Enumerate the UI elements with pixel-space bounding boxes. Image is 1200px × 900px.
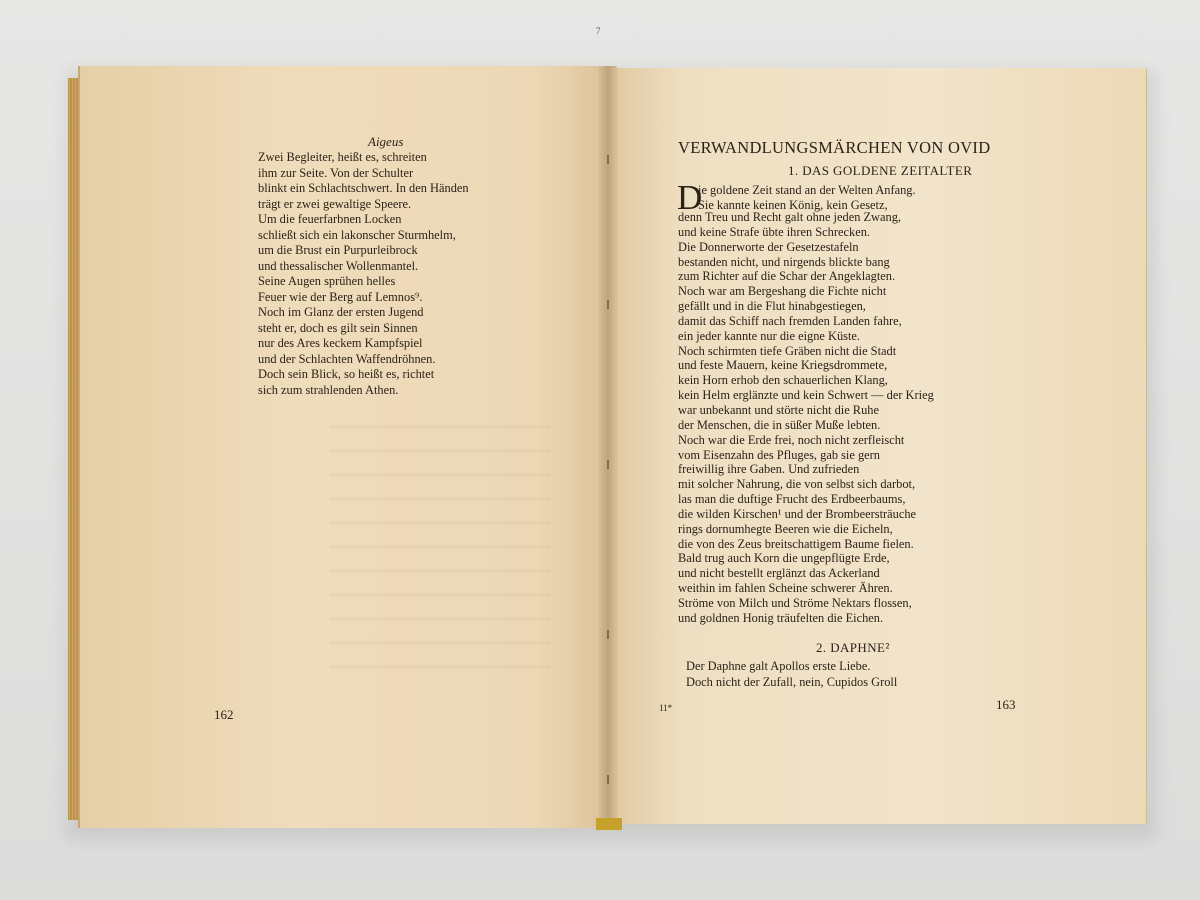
poem-line: zum Richter auf die Schar der Angeklagten. <box>678 269 896 284</box>
binding-stitch <box>607 300 609 309</box>
poem-line: Doch nicht der Zufall, nein, Cupidos Groll <box>686 675 898 689</box>
poem-line: steht er, doch es gilt sein Sinnen <box>258 320 418 335</box>
poem-line: Noch war die Erde frei, noch nicht zerfleischt <box>678 432 905 447</box>
poem-line: der Menschen, die in süßer Muße lebten. <box>678 417 881 432</box>
left-page-poem <box>258 150 469 398</box>
poem-second-line: Sie kannte keinen König, kein Gesetz, <box>698 198 888 212</box>
poem-line: um die Brust ein Purpurleibrock <box>258 243 418 257</box>
poem-line: Bald trug auch Korn die ungepflügte Erde, <box>678 551 890 566</box>
poem-line: Die Donnerworte der Gesetzestafeln <box>678 239 859 254</box>
poem-line: schließt sich ein lakonscher Sturmhelm, <box>258 227 456 242</box>
poem-line: und nicht bestellt erglänzt das Ackerland <box>678 566 880 581</box>
left-page-heading: Aigeus <box>368 134 404 149</box>
poem-line: Doch sein Blick, so heißt es, richtet <box>258 367 435 381</box>
binding-stitch <box>607 155 609 164</box>
bleed-through-text <box>330 405 550 675</box>
poem-line: und feste Mauern, keine Kriegsdrommete, <box>678 358 888 373</box>
poem-line: rings dornumhegte Beeren wie die Eicheln, <box>678 521 893 536</box>
poem-line: war unbekannt und störte nicht die Ruhe <box>678 402 879 417</box>
poem-line: und goldnen Honig träufelten die Eichen. <box>678 610 884 625</box>
chapter-title: VERWANDLUNGSMÄRCHEN VON OVID <box>678 138 991 157</box>
poem-line: und der Schlachten Waffendröhnen. <box>258 351 436 366</box>
poem-line: und keine Strafe übte ihren Schrecken. <box>678 224 870 239</box>
poem-line: Seine Augen sprühen helles <box>258 274 396 288</box>
poem-line: Der Daphne galt Apollos erste Liebe. <box>686 659 871 673</box>
spine-strip <box>596 818 622 830</box>
poem-line: nur des Ares keckem Kampfspiel <box>258 336 423 350</box>
poem-line: gefällt und in die Flut hinabgestiegen, <box>678 299 866 314</box>
binding-stitch <box>607 775 609 784</box>
poem-line: Noch schirmten tiefe Gräben nicht die Stadt <box>678 343 897 358</box>
poem-line: denn Treu und Recht galt ohne jeden Zwang, <box>678 210 901 224</box>
book-gutter <box>598 66 618 828</box>
poem-line: trägt er zwei gewaltige Speere. <box>258 196 412 211</box>
drop-cap: D <box>677 178 703 217</box>
poem-line: freiwillig ihre Gaben. Und zufrieden <box>678 462 860 477</box>
poem-line: sich zum strahlenden Athen. <box>258 382 399 397</box>
poem-line: Zwei Begleiter, heißt es, schreiten <box>258 150 427 164</box>
poem-line: mit solcher Nahrung, die von selbst sich darbot, <box>678 477 916 492</box>
poem-line: die von des Zeus breitschattigem Baume fielen. <box>678 536 914 551</box>
poem-line: weithin im fahlen Scheine schwerer Ähren. <box>678 581 893 596</box>
top-mark: 7 <box>596 26 601 36</box>
poem-line: und thessalischer Wollenmantel. <box>258 258 419 273</box>
binding-stitch <box>607 460 609 469</box>
daphne-poem <box>686 658 897 690</box>
poem-line: Ströme von Milch und Ströme Nektars flossen, <box>678 595 912 610</box>
poem-first-line: ie goldene Zeit stand an der Welten Anfang. <box>698 183 916 197</box>
section-heading-1: 1. DAS GOLDENE ZEITALTER <box>788 163 973 178</box>
poem-line: damit das Schiff nach fremden Landen fahre, <box>678 313 902 328</box>
printer-signature: 11* <box>659 703 673 713</box>
poem-line: kein Helm erglänzte und kein Schwert — der Krieg <box>678 388 934 403</box>
page-number-left: 162 <box>214 707 234 722</box>
poem-line: blinkt ein Schlachtschwert. In den Händen <box>258 181 469 195</box>
poem-line: Feuer wie der Berg auf Lemnos⁹. <box>258 289 423 304</box>
poem-line: Noch im Glanz der ersten Jugend <box>258 305 424 319</box>
poem-line: ihm zur Seite. Von der Schulter <box>258 165 414 180</box>
section-heading-2: 2. DAPHNE² <box>816 640 890 655</box>
poem-line: ein jeder kannte nur die eigne Küste. <box>678 328 861 343</box>
page-number-right: 163 <box>996 697 1016 712</box>
binding-stitch <box>607 630 609 639</box>
poem-line: bestanden nicht, und nirgends blickte bang <box>678 254 890 269</box>
poem-line: vom Eisenzahn des Pfluges, gab sie gern <box>678 447 880 462</box>
poem-line: las man die duftige Frucht des Erdbeerbaums, <box>678 492 906 507</box>
poem-line: Noch war am Bergeshang die Fichte nicht <box>678 284 887 299</box>
poem-line: die wilden Kirschen¹ und der Brombeersträuche <box>678 506 917 521</box>
poem-line: Um die feuerfarbnen Locken <box>258 212 402 226</box>
right-page-poem <box>678 210 934 626</box>
poem-line: kein Horn erhob den schauerlichen Klang, <box>678 373 888 388</box>
